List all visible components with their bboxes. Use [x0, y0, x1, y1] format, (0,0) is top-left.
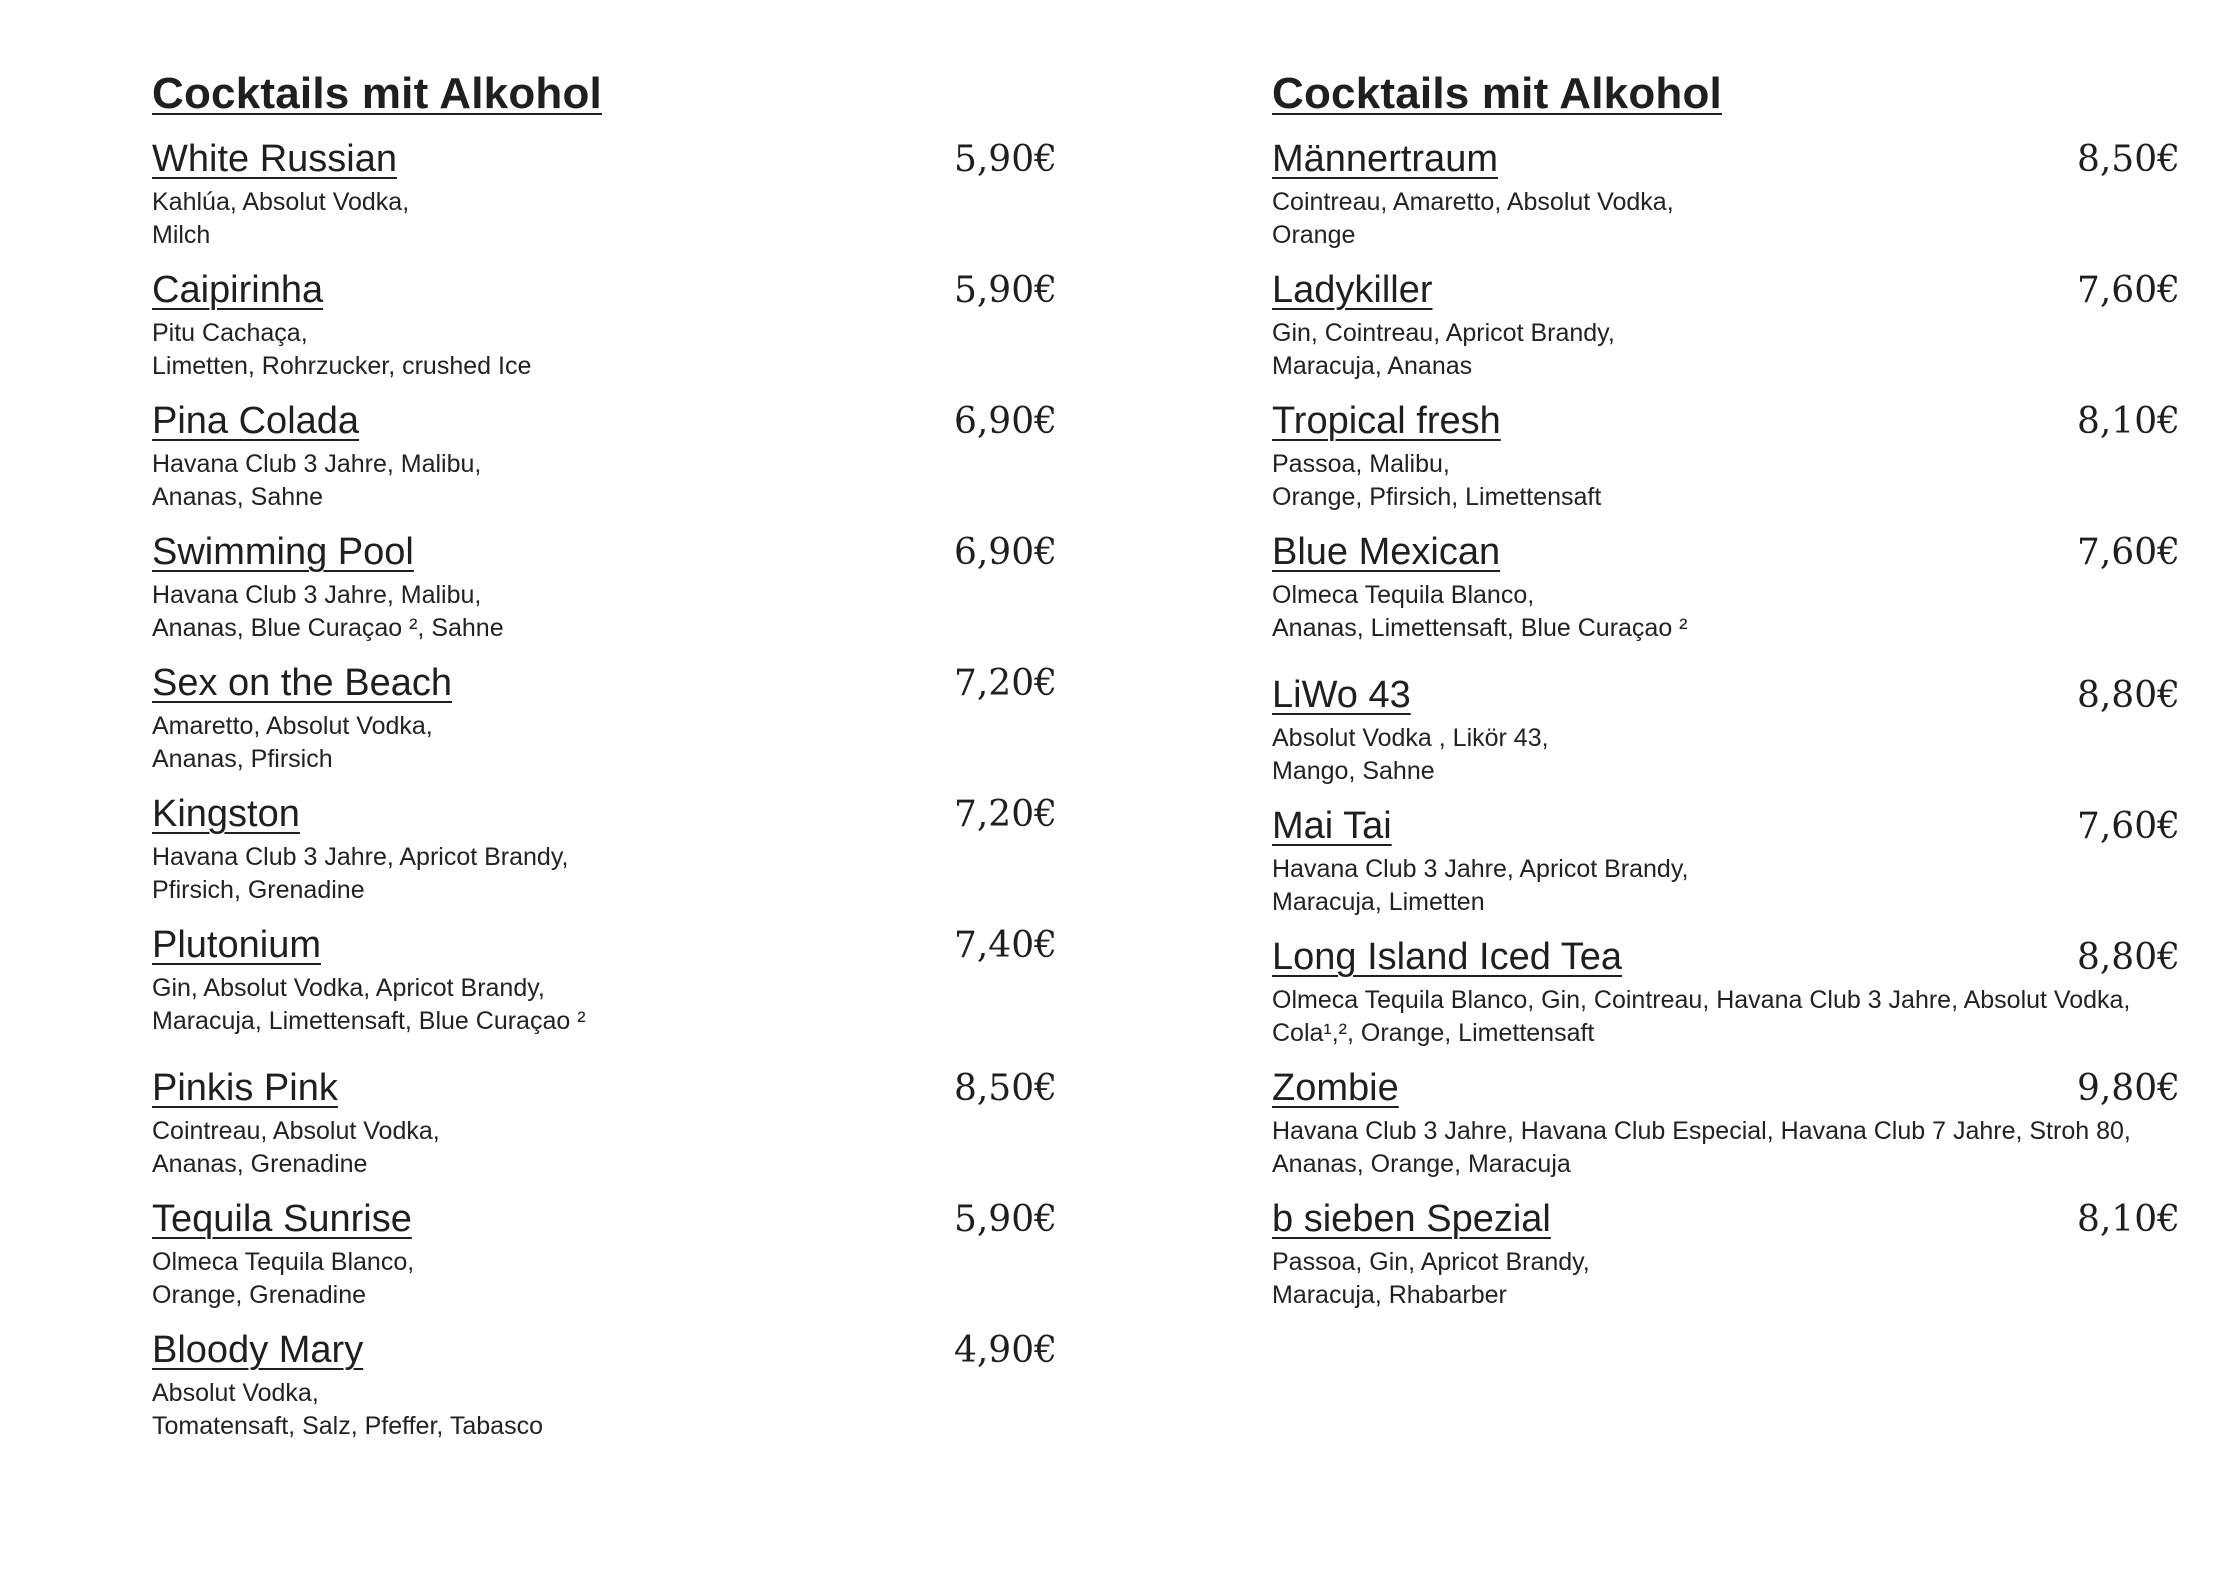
menu-item	[152, 529, 1057, 660]
item-name: LiWo 43	[1272, 674, 1411, 716]
item-description: Amaretto, Absolut Vodka, Ananas, Pfirsich	[152, 712, 433, 773]
menu-item	[1272, 267, 2180, 398]
item-name: Bloody Mary	[152, 1329, 364, 1371]
item-price: 8,50€	[2076, 139, 2180, 180]
menu-item	[1272, 803, 2180, 934]
menu-item	[152, 267, 1057, 398]
item-description: Passoa, Gin, Apricot Brandy, Maracuja, Rhabarber	[1272, 1248, 1590, 1309]
item-price: 7,20€	[953, 663, 1057, 704]
menu-item	[1272, 398, 2180, 529]
item-description: Olmeca Tequila Blanco, Ananas, Limettensaft, Blue Curaçao ²	[1272, 581, 1688, 642]
item-price: 5,90€	[953, 1199, 1057, 1240]
item-description: Havana Club 3 Jahre, Apricot Brandy, Maracuja, Limetten	[1272, 855, 1689, 916]
item-description: Havana Club 3 Jahre, Malibu, Ananas, Sahne	[152, 450, 482, 511]
item-description: Absolut Vodka, Tomatensaft, Salz, Pfeffer, Tabasco	[152, 1379, 543, 1440]
item-name: Blue Mexican	[1272, 531, 1501, 573]
item-name: Zombie	[1272, 1067, 1399, 1109]
menu-item	[152, 660, 1057, 791]
item-name: Swimming Pool	[152, 531, 414, 573]
menu-item	[1272, 934, 2180, 1065]
item-description: Olmeca Tequila Blanco, Orange, Grenadine	[152, 1248, 415, 1309]
item-name: b sieben Spezial	[1272, 1198, 1551, 1240]
item-name: Pina Colada	[152, 400, 360, 442]
menu-item	[152, 1196, 1057, 1327]
item-name: Männertraum	[1272, 138, 1498, 180]
item-price: 9,80€	[2076, 1068, 2180, 1109]
item-price: 8,50€	[953, 1068, 1057, 1109]
item-price: 7,60€	[2076, 532, 2180, 573]
item-description: Cointreau, Absolut Vodka, Ananas, Grenadine	[152, 1117, 440, 1178]
item-price: 5,90€	[953, 139, 1057, 180]
menu-item	[1272, 672, 2180, 803]
menu-item	[152, 922, 1057, 1065]
menu-item	[1272, 1196, 2180, 1327]
item-name: Pinkis Pink	[152, 1067, 338, 1109]
item-price: 8,80€	[2076, 675, 2180, 716]
menu-column-left	[152, 68, 1057, 1458]
item-description: Gin, Cointreau, Apricot Brandy, Maracuja, Ananas	[1272, 319, 1615, 380]
item-name: Mai Tai	[1272, 805, 1392, 847]
item-name: Tropical fresh	[1272, 400, 1501, 442]
menu-item	[152, 791, 1057, 922]
item-description: Pitu Cachaça, Limetten, Rohrzucker, crushed Ice	[152, 319, 532, 380]
item-name: Kingston	[152, 793, 300, 835]
item-description: Olmeca Tequila Blanco, Gin, Cointreau, Havana Club 3 Jahre, Absolut Vodka, Cola¹,², Orange, Limettensaft	[1272, 986, 2131, 1047]
item-name: Sex on the Beach	[152, 662, 452, 704]
item-price: 4,90€	[953, 1330, 1057, 1371]
menu-column-right	[1272, 68, 2180, 1327]
item-name: Long Island Iced Tea	[1272, 936, 1623, 978]
item-name: White Russian	[152, 138, 397, 180]
item-price: 8,10€	[2076, 1199, 2180, 1240]
item-price: 8,10€	[2076, 401, 2180, 442]
item-description: Passoa, Malibu, Orange, Pfirsich, Limettensaft	[1272, 450, 1602, 511]
menu-item	[1272, 136, 2180, 267]
item-price: 6,90€	[953, 532, 1057, 573]
menu-item	[152, 136, 1057, 267]
item-description: Havana Club 3 Jahre, Havana Club Especial, Havana Club 7 Jahre, Stroh 80, Ananas, Orange, Maracuja	[1272, 1117, 2131, 1178]
item-description: Kahlúa, Absolut Vodka, Milch	[152, 188, 410, 249]
item-price: 5,90€	[953, 270, 1057, 311]
menu-item	[152, 1065, 1057, 1196]
item-price: 7,60€	[2076, 270, 2180, 311]
item-description: Gin, Absolut Vodka, Apricot Brandy, Maracuja, Limettensaft, Blue Curaçao ²	[152, 974, 586, 1035]
item-name: Plutonium	[152, 924, 321, 966]
item-name: Ladykiller	[1272, 269, 1433, 311]
item-description: Absolut Vodka , Likör 43, Mango, Sahne	[1272, 724, 1549, 785]
item-price: 7,20€	[953, 794, 1057, 835]
menu-item	[152, 1327, 1057, 1458]
menu-item	[152, 398, 1057, 529]
section-title: Cocktails mit Alkohol	[152, 69, 602, 118]
item-description: Havana Club 3 Jahre, Malibu, Ananas, Blue Curaçao ², Sahne	[152, 581, 504, 642]
item-price: 6,90€	[953, 401, 1057, 442]
item-description: Havana Club 3 Jahre, Apricot Brandy, Pfirsich, Grenadine	[152, 843, 569, 904]
item-name: Tequila Sunrise	[152, 1198, 412, 1240]
item-price: 7,60€	[2076, 806, 2180, 847]
item-name: Caipirinha	[152, 269, 324, 311]
item-price: 8,80€	[2076, 937, 2180, 978]
menu-item	[1272, 1065, 2180, 1196]
item-price: 7,40€	[953, 925, 1057, 966]
item-description: Cointreau, Amaretto, Absolut Vodka, Orange	[1272, 188, 1674, 249]
menu-item	[1272, 529, 2180, 672]
section-title: Cocktails mit Alkohol	[1272, 69, 1722, 118]
